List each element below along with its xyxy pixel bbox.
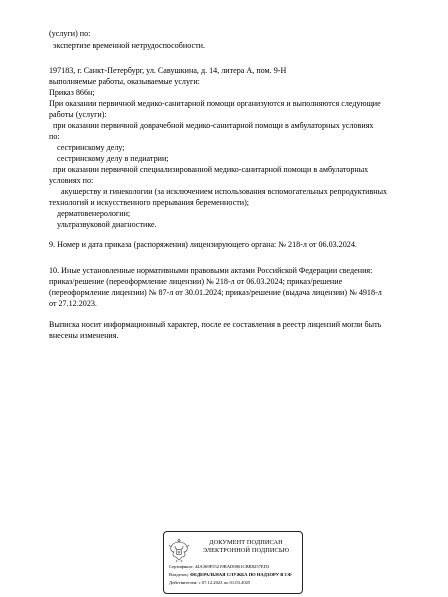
stamp-title-line2: ЭЛЕКТРОННОЙ ПОДПИСЬЮ	[202, 547, 290, 554]
stamp-certificate-label: Сертификат:	[169, 564, 194, 569]
text-line: внесены изменения.	[49, 331, 119, 340]
stamp-validity: Действителен: с 07.12.2023 по 01.03.2025	[169, 580, 251, 585]
text-line: при оказании первичной доврачебной медико-санитарной помощи в амбулаторных условиях	[53, 121, 374, 130]
text-line: технологий и искусственного прерывания беременности);	[49, 198, 250, 207]
text-line: сестринскому делу в педиатрии;	[57, 154, 169, 163]
text-line: (услуги) по:	[49, 29, 91, 38]
coat-of-arms-icon	[167, 536, 191, 564]
stamp-owner-label: Владелец:	[169, 572, 189, 577]
text-line: ультразвуковой диагностике.	[57, 220, 157, 229]
text-line: Приказ 866н;	[49, 88, 95, 97]
stamp-certificate-value: 44A369F55219BAD0861CBB8257ED3	[194, 564, 270, 569]
text-line: работы (услуги):	[49, 110, 107, 119]
text-line: по:	[49, 132, 60, 141]
stamp-title-line1: ДОКУМЕНТ ПОДПИСАН	[209, 539, 283, 546]
electronic-signature-stamp	[163, 531, 303, 594]
text-line: Выписка носит информационный характер, после ее составления в реестр лицензий могли быть	[49, 320, 382, 329]
text-line: При оказании первичной медико-санитарной помощи организуются и выполняются следующие	[49, 99, 381, 108]
stamp-certificate	[169, 564, 269, 570]
text-line: 9. Номер и дата приказа (распоряжения) лицензирующего органа: № 218-л от 06.03.2024.	[49, 240, 357, 249]
text-line: акушерству и гинекологии (за исключением использования вспомогательных репродуктивных	[61, 187, 388, 196]
text-line: при оказании первичной специализированной медико-санитарной помощи в амбулаторных	[53, 165, 369, 174]
text-line: от 27.12.2023.	[49, 299, 97, 308]
text-line: 197183, г. Санкт-Петербург, ул. Савушкина, д. 14, литера А, пом. 9-Н	[49, 66, 287, 75]
text-line: приказ/решение (переоформление лицензии) № 218-л от 06.03.2024; приказ/решение	[49, 277, 343, 286]
stamp-title	[192, 539, 300, 555]
stamp-owner	[169, 572, 292, 578]
text-line: сестринскому делу;	[57, 143, 125, 152]
text-line: (переоформление лицензии) № 87-л от 30.01.2024; приказ/решение (выдача лицензии) № 4918-л	[49, 288, 382, 297]
text-line: 10. Иные установленные нормативными правовыми актами Российской Федерации сведения:	[49, 266, 373, 275]
text-line: выполняемые работы, оказываемые услуги:	[49, 77, 200, 86]
text-line: экспертизе временной нетрудоспособности.	[53, 41, 205, 50]
text-line: дерматовенерологии;	[57, 209, 131, 218]
stamp-owner-value: ФЕДЕРАЛЬНАЯ СЛУЖБА ПО НАДЗОРУ В СФ	[190, 572, 292, 577]
text-line: условиях по:	[49, 176, 94, 185]
